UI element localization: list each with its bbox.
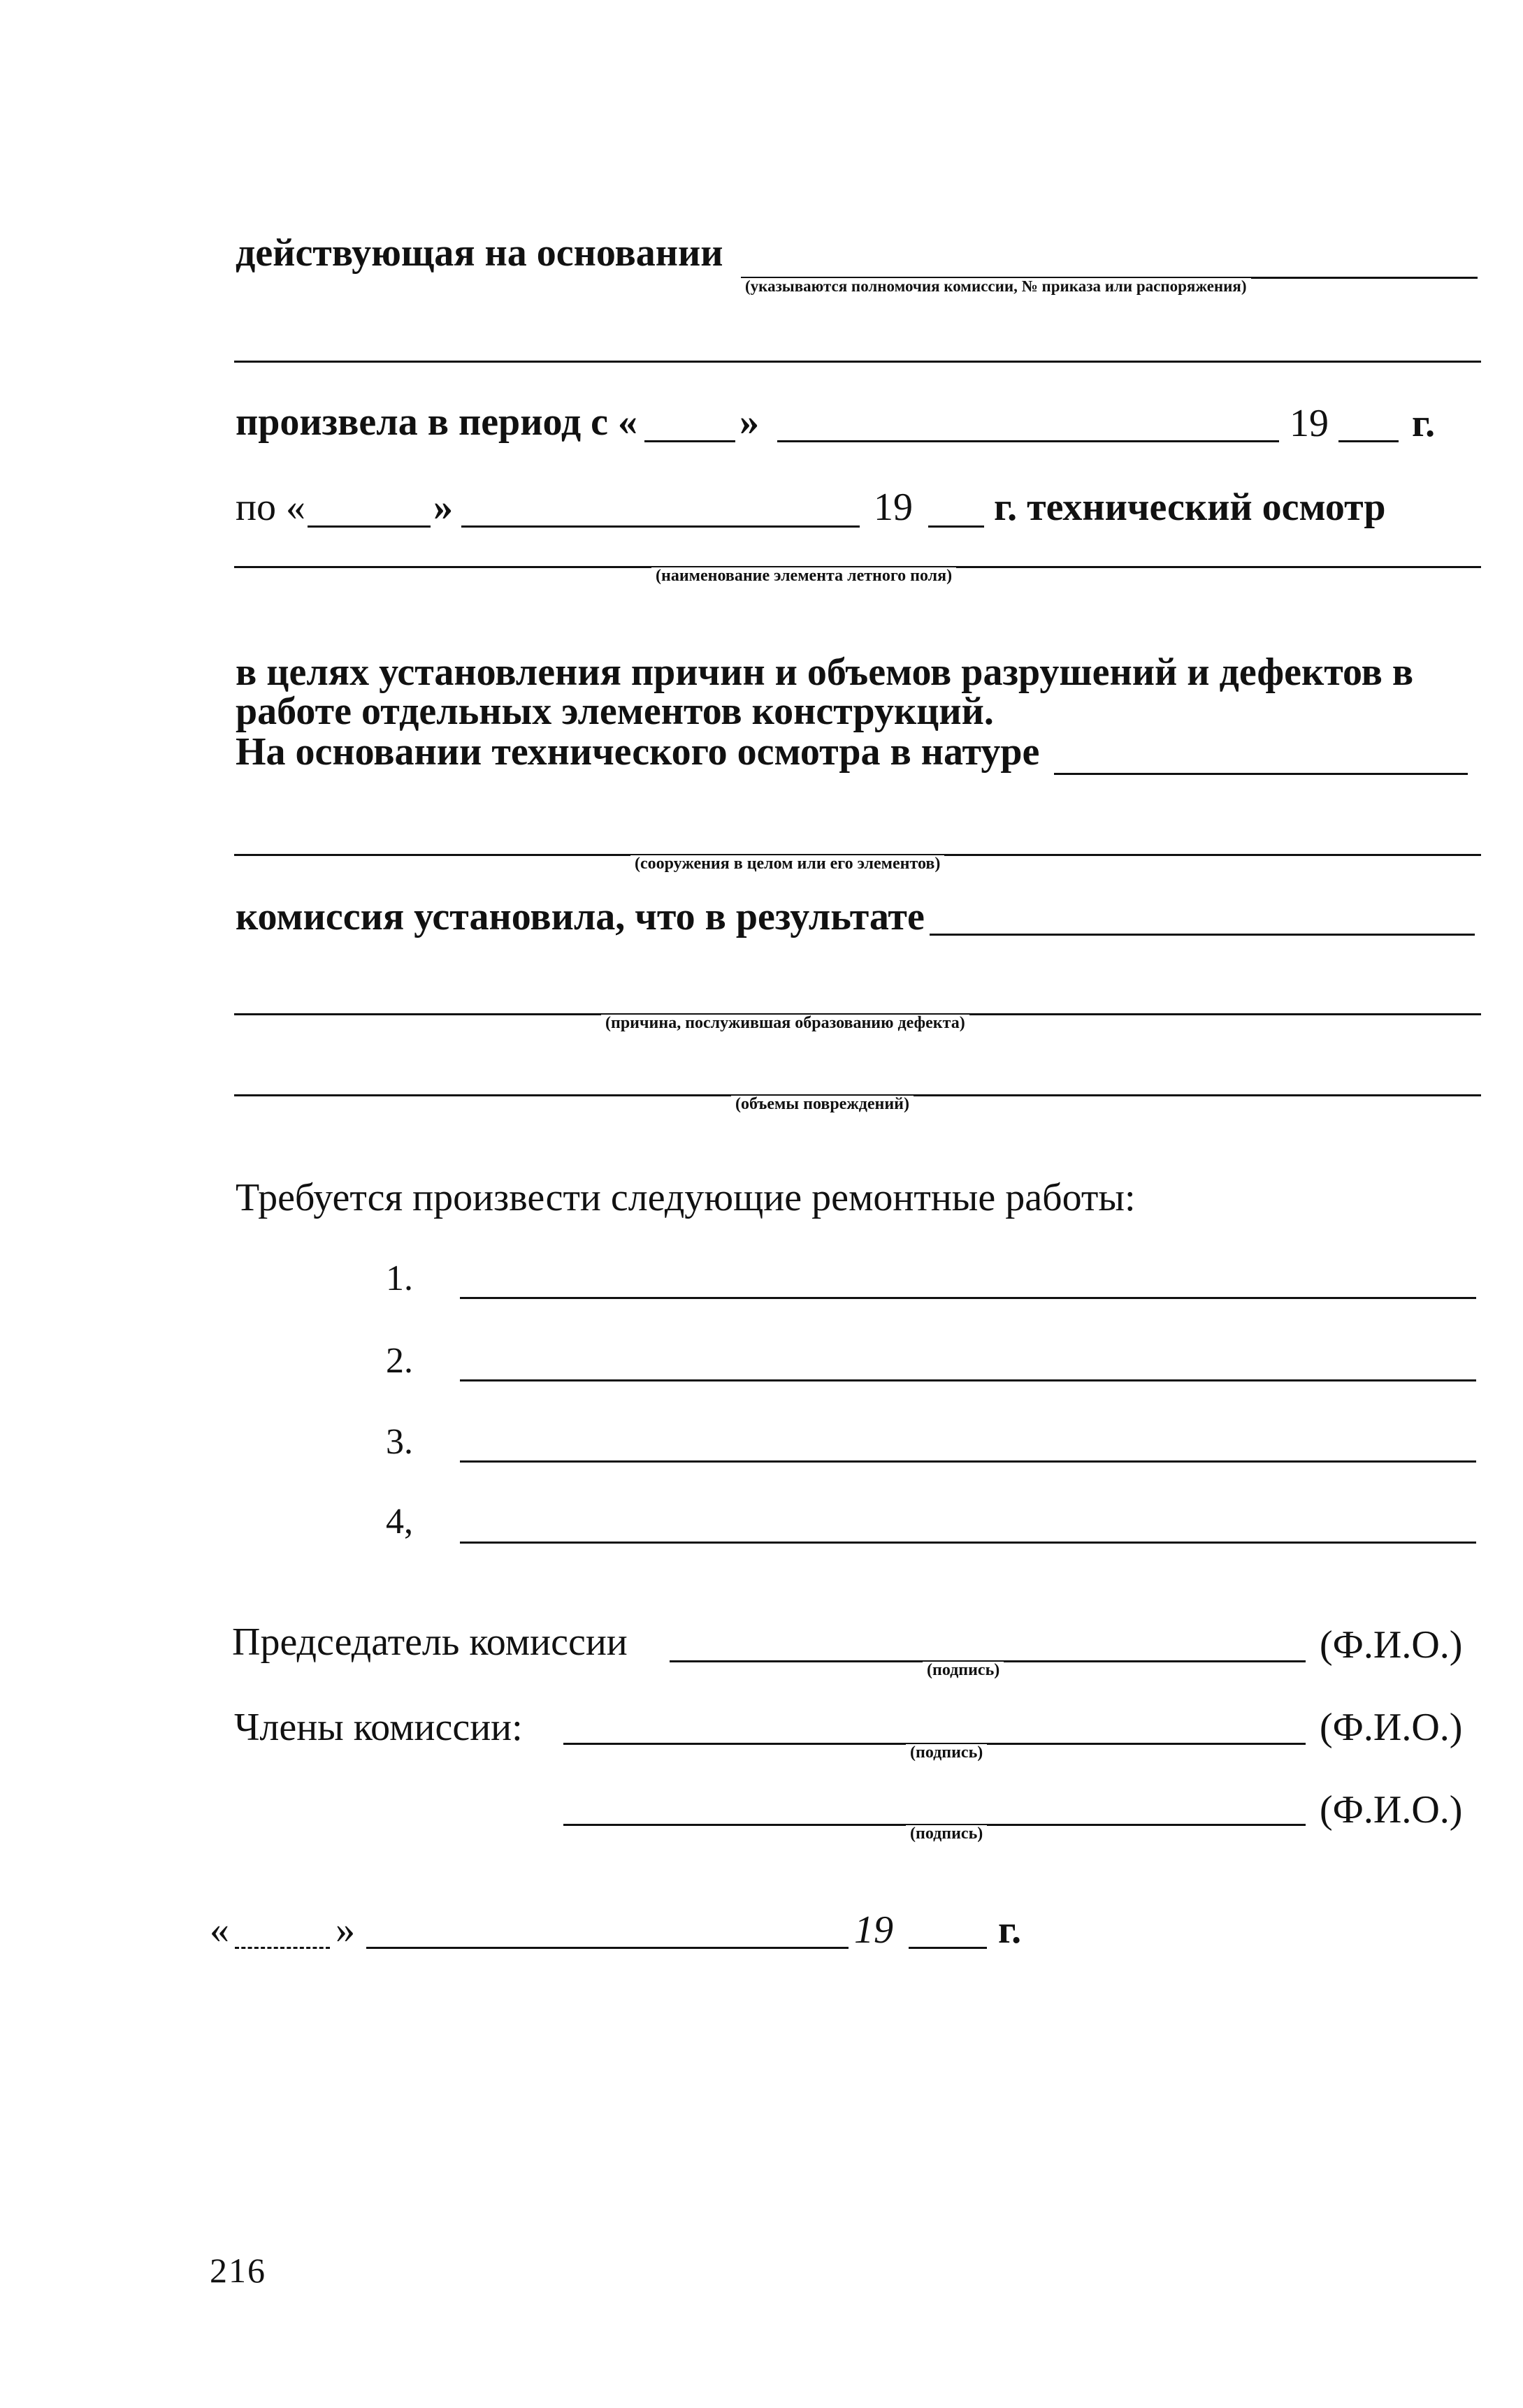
- chairman-fio: (Ф.И.О.): [1320, 1623, 1463, 1667]
- repair-item-field-2[interactable]: [460, 1379, 1476, 1381]
- repair-item-field-4[interactable]: [460, 1542, 1476, 1544]
- period-to-label: по «: [236, 486, 305, 529]
- damage-volume-caption: (объемы повреждений): [731, 1096, 914, 1112]
- date-open-quote: «: [210, 1908, 229, 1952]
- acting-basis-caption: (указываются полномочия комиссии, № приказа или распоряжения): [741, 278, 1251, 294]
- period-to-year-field[interactable]: [928, 525, 984, 528]
- repair-item-number-3: 3.: [386, 1422, 413, 1462]
- period-from-year-field[interactable]: [1338, 440, 1399, 442]
- purpose-line-1: в целях установления причин и объемов разрушений и дефектов в: [236, 651, 1414, 694]
- period-from-year-prefix: 19: [1290, 402, 1329, 445]
- period-from-quote-close: »: [739, 400, 759, 444]
- chairman-signature-caption: (подпись): [923, 1662, 1004, 1678]
- repair-item-field-3[interactable]: [460, 1460, 1476, 1463]
- date-year-field[interactable]: [909, 1947, 987, 1949]
- structure-caption: (сооружения в целом или его элементов): [630, 855, 944, 872]
- page-number: 216: [210, 2251, 266, 2290]
- commission-found-field[interactable]: [930, 934, 1475, 936]
- date-day-field[interactable]: [235, 1947, 330, 1949]
- repair-item-number-1: 1.: [386, 1259, 413, 1298]
- period-to-day-field[interactable]: [308, 525, 431, 528]
- commission-found-label: комиссия установила, что в результате: [236, 895, 925, 938]
- period-to-year-prefix: 19: [874, 486, 913, 529]
- date-year-prefix: 19: [854, 1908, 893, 1952]
- acting-basis-label: действующая на основании: [236, 231, 723, 275]
- date-close-quote: »: [335, 1908, 355, 1952]
- airfield-element-caption: (наименование элемента летного поля): [651, 567, 956, 584]
- repair-item-number-4: 4,: [386, 1502, 413, 1542]
- repair-item-field-1[interactable]: [460, 1297, 1476, 1299]
- inspection-basis-field[interactable]: [1054, 773, 1468, 775]
- period-from-day-field[interactable]: [644, 440, 735, 442]
- defect-cause-caption: (причина, послужившая образованию дефекта): [601, 1015, 969, 1031]
- member-2-signature-caption: (подпись): [906, 1825, 987, 1842]
- purpose-line-2: работе отдельных элементов конструкций.: [236, 690, 994, 733]
- period-from-month-field[interactable]: [777, 440, 1279, 442]
- date-month-field[interactable]: [366, 1947, 849, 1949]
- members-label: Члены комиссии:: [234, 1706, 523, 1749]
- period-to-month-field[interactable]: [461, 525, 860, 528]
- repairs-required-label: Требуется произвести следующие ремонтные работы:: [236, 1176, 1136, 1219]
- period-from-label: произвела в период с «: [236, 400, 638, 444]
- acting-basis-continuation-field[interactable]: [234, 361, 1481, 363]
- date-year-suffix: г.: [998, 1908, 1022, 1952]
- chairman-label: Председатель комиссии: [232, 1620, 628, 1664]
- inspection-label: г. технический осмотр: [994, 486, 1386, 529]
- period-to-quote-close: »: [433, 486, 453, 529]
- member-2-fio: (Ф.И.О.): [1320, 1788, 1463, 1832]
- member-1-signature-caption: (подпись): [906, 1744, 987, 1761]
- inspection-basis-label: На основании технического осмотра в натуре: [236, 730, 1040, 774]
- period-from-year-suffix: г.: [1412, 402, 1436, 445]
- repair-item-number-2: 2.: [386, 1341, 413, 1381]
- member-1-fio: (Ф.И.О.): [1320, 1706, 1463, 1749]
